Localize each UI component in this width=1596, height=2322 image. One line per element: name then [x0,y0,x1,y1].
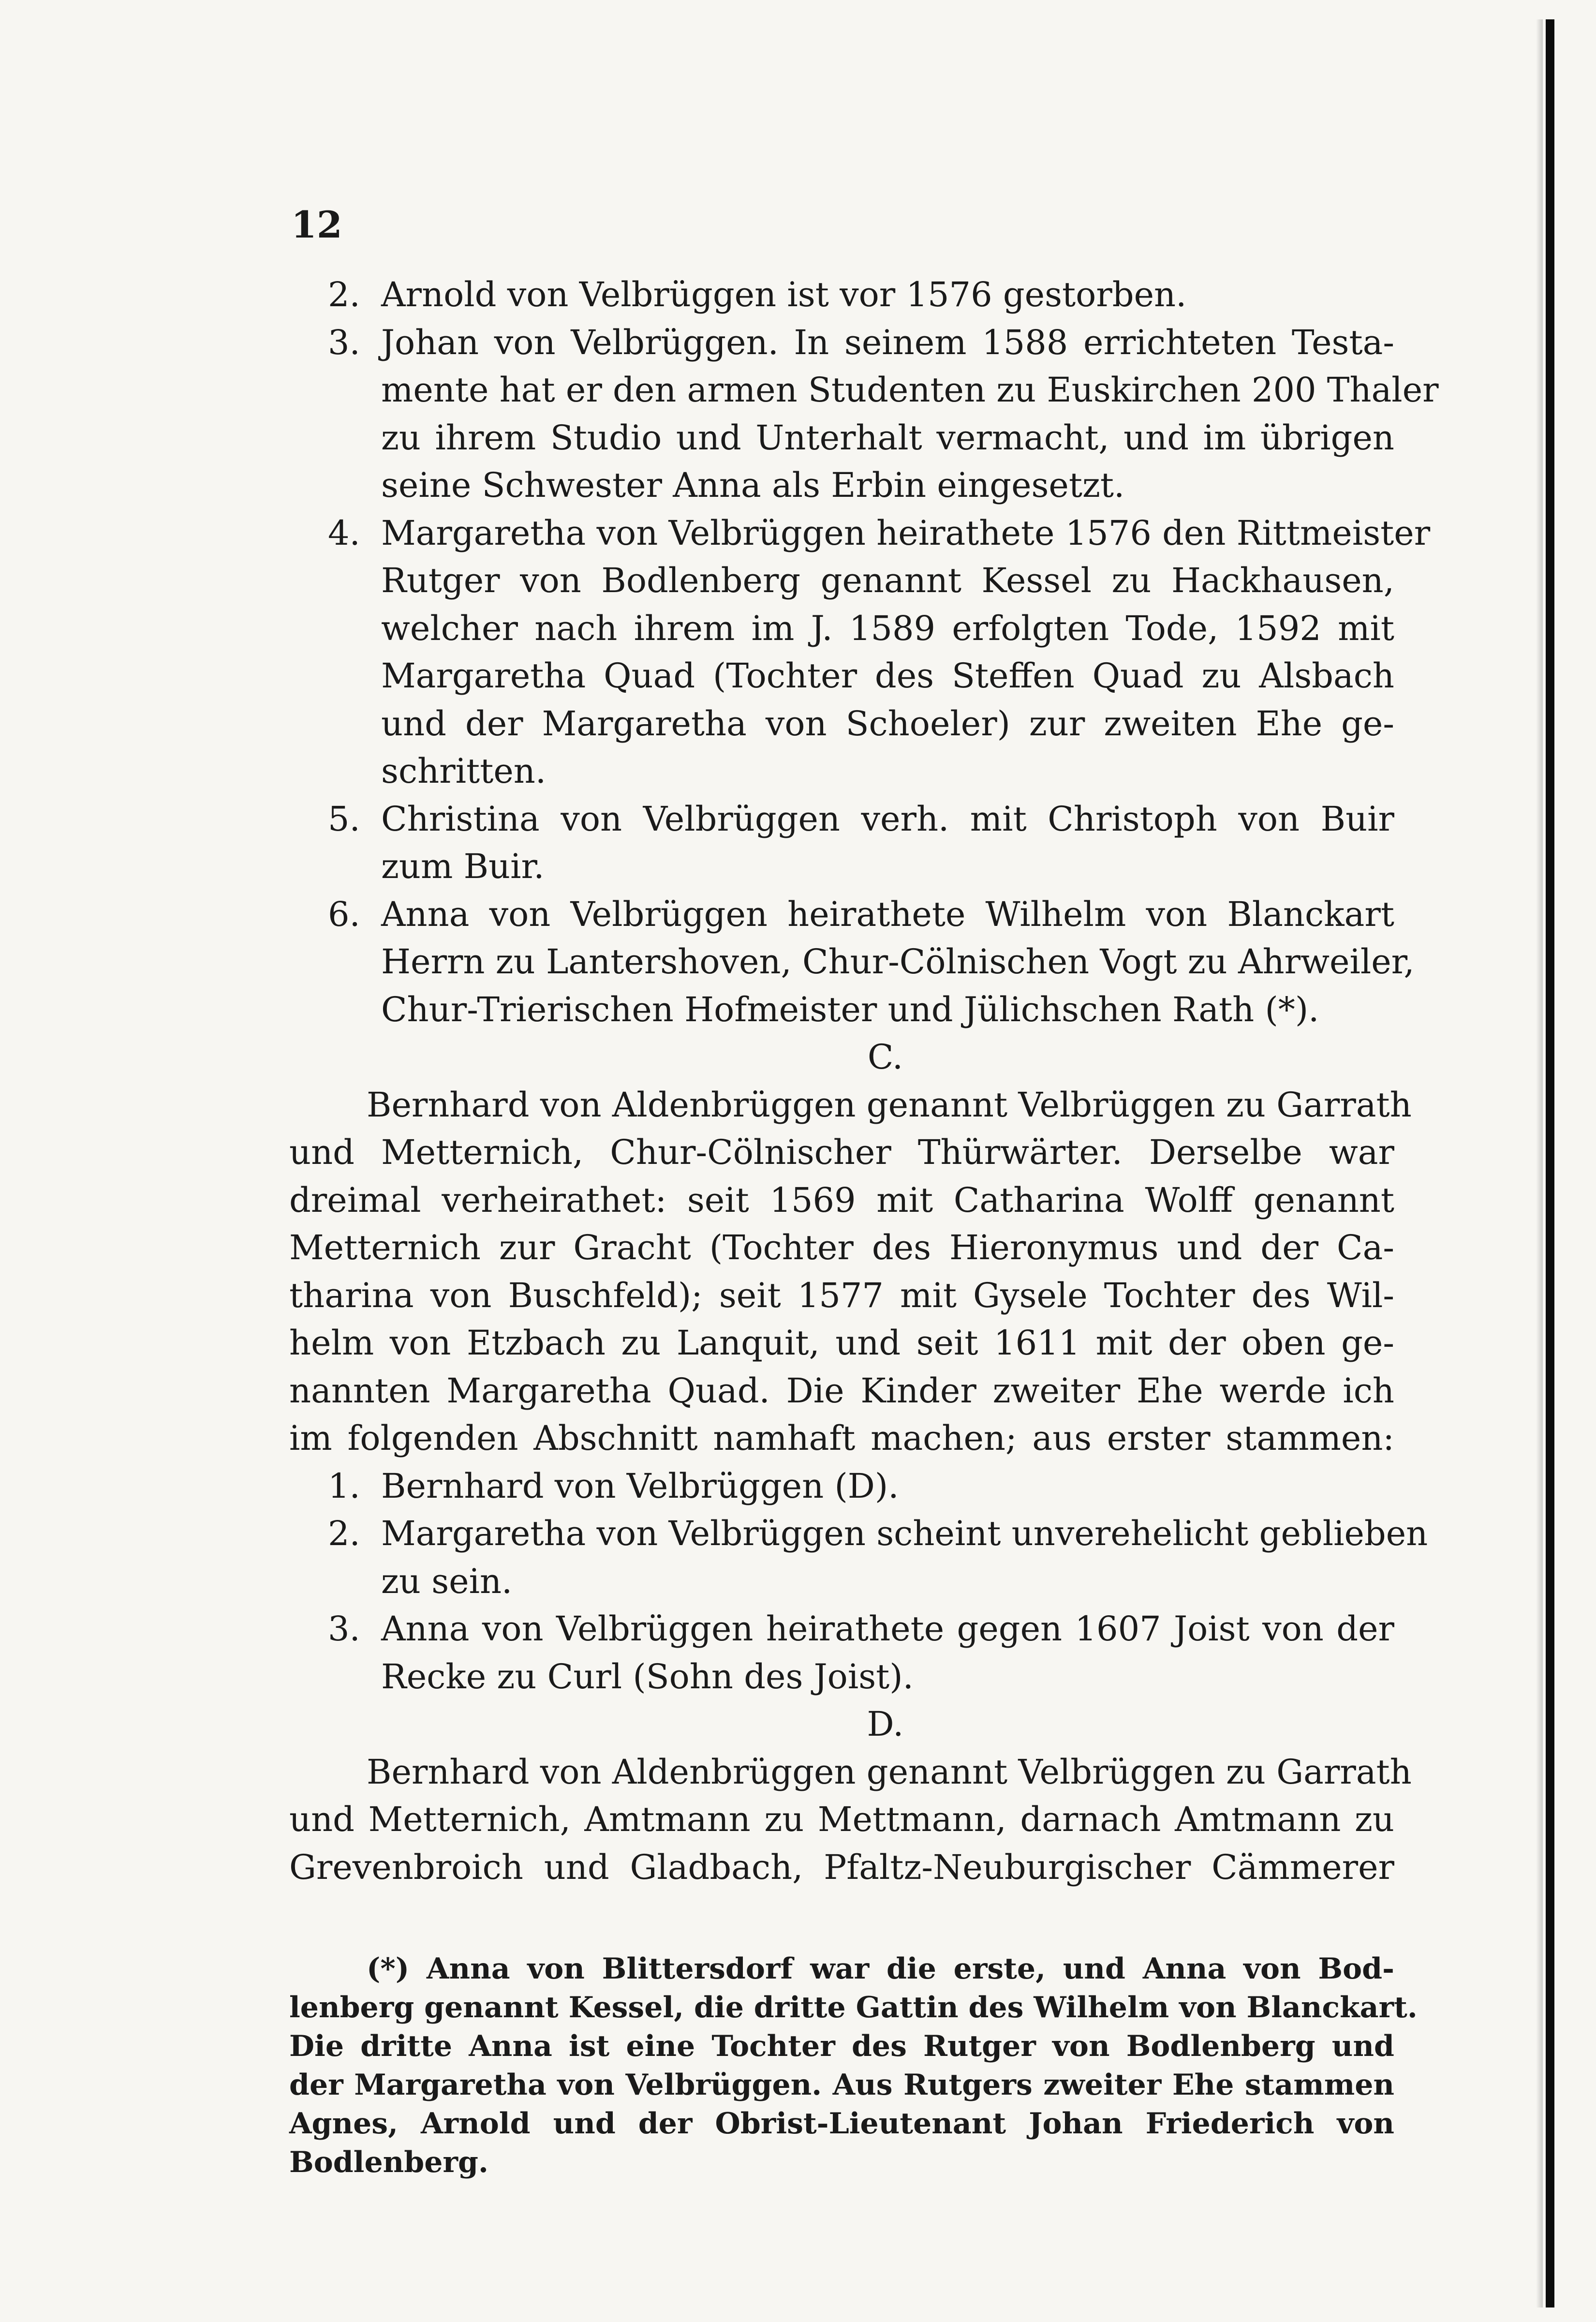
text-line: Margaretha Quad (Tochter des Steffen Quad zu Alsbach [381,656,1394,696]
text-line: Johan von Velbrüggen. In seinem 1588 errichteten Testa- [381,322,1394,362]
list-item [289,319,1439,509]
list-item [289,795,1394,891]
text-line: Christina von Velbrüggen verh. mit Christoph von Buir [381,799,1394,839]
text-line: Chur-Trierischen Hofmeister und Jülichschen Rath (*). [381,989,1319,1029]
text-line: Herrn zu Lantershoven, Chur-Cölnischen Vogt zu Ahrweiler, [381,942,1415,982]
footnote-line: Die dritte Anna ist eine Tochter des Rutger von Bodlenberg und [289,2029,1394,2063]
text-line: und Metternich, Chur-Cölnischer Thürwärter. Derselbe war [289,1132,1394,1172]
text-line: und Metternich, Amtmann zu Mettmann, darnach Amtmann zu [289,1800,1394,1839]
section-heading-c: C. [867,1037,903,1077]
text-line: Arnold von Velbrüggen ist vor 1576 gestorben. [381,275,1187,314]
list-item-number: 2. [328,275,360,314]
list-item-number: 4. [328,513,360,553]
page-edge-line [1546,19,1554,2307]
page-number: 12 [291,203,342,246]
body-text [289,271,1439,1891]
text-line: zum Buir. [381,847,545,886]
text-line: Anna von Velbrüggen heirathete gegen 1607 Joist von der [381,1609,1394,1649]
footnote-line: (*) Anna von Blittersdorf war die erste, und Anna von Bod- [367,1952,1394,1986]
text-line: Recke zu Curl (Sohn des Joist). [381,1656,914,1697]
list-item [289,891,1415,1034]
list-item [289,1605,1394,1700]
text-line: schritten. [381,751,547,791]
text-line: Margaretha von Velbrüggen scheint unverehelicht geblieben [381,1514,1428,1553]
text-line: nannten Margaretha Quad. Die Kinder zweiter Ehe werde ich [289,1370,1394,1411]
text-line: zu ihrem Studio und Unterhalt vermacht, und im übrigen [381,417,1394,458]
text-line: zu sein. [381,1561,513,1601]
text-line: und der Margaretha von Schoeler) zur zweiten Ehe ge- [381,703,1394,744]
text-line: Margaretha von Velbrüggen heirathete 1576 den Rittmeister [381,513,1431,553]
text-line: im folgenden Abschnitt namhaft machen; aus erster stammen: [289,1418,1394,1458]
text-line: Bernhard von Velbrüggen (D). [381,1466,899,1506]
text-line: Metternich zur Gracht (Tochter des Hieronymus und der Ca- [289,1228,1394,1267]
text-line: Anna von Velbrüggen heirathete Wilhelm von Blanckart [381,894,1394,934]
footnote-line: der Margaretha von Velbrüggen. Aus Rutgers zweiter Ehe stammen [289,2068,1394,2102]
list-item-number: 5. [328,799,360,839]
page-edge-shadow [1536,19,1543,2307]
footnote-line: Bodlenberg. [289,2145,488,2179]
list-item-number: 6. [328,894,360,934]
footnote [289,1950,1418,2182]
list-item-number: 3. [328,1609,360,1649]
text-line: dreimal verheirathet: seit 1569 mit Catharina Wolff genannt [289,1180,1394,1220]
list-item [289,1462,1394,1510]
text-line: Grevenbroich und Gladbach, Pfaltz-Neuburgischer Cämmerer [289,1847,1394,1887]
text-line: Rutger von Bodlenberg genannt Kessel zu Hackhausen, [381,561,1394,600]
list-item [289,271,1394,319]
text-line: Bernhard von Aldenbrüggen genannt Velbrüggen zu Garrath [367,1085,1412,1125]
text-line: helm von Etzbach zu Lanquit, und seit 1611 mit der oben ge- [289,1323,1394,1363]
list-item-number: 3. [328,322,360,362]
text-line: mente hat er den armen Studenten zu Euskirchen 200 Thaler [381,370,1439,410]
list-item [289,509,1431,795]
text-line: tharina von Buschfeld); seit 1577 mit Gysele Tochter des Wil- [289,1275,1394,1315]
footnote-line: lenberg genannt Kessel, die dritte Gattin des Wilhelm von Blanckart. [289,1991,1418,2024]
list-item-number: 2. [328,1514,360,1553]
section-heading-d: D. [867,1704,904,1744]
footnote-line: Agnes, Arnold und der Obrist-Lieutenant Johan Friederich von [289,2107,1394,2141]
text-line: Bernhard von Aldenbrüggen genannt Velbrüggen zu Garrath [367,1752,1412,1792]
text-line: seine Schwester Anna als Erbin eingesetzt. [381,465,1125,505]
text-line: welcher nach ihrem im J. 1589 erfolgten Tode, 1592 mit [381,608,1394,648]
list-item-number: 1. [328,1466,360,1506]
list-item [289,1510,1428,1605]
